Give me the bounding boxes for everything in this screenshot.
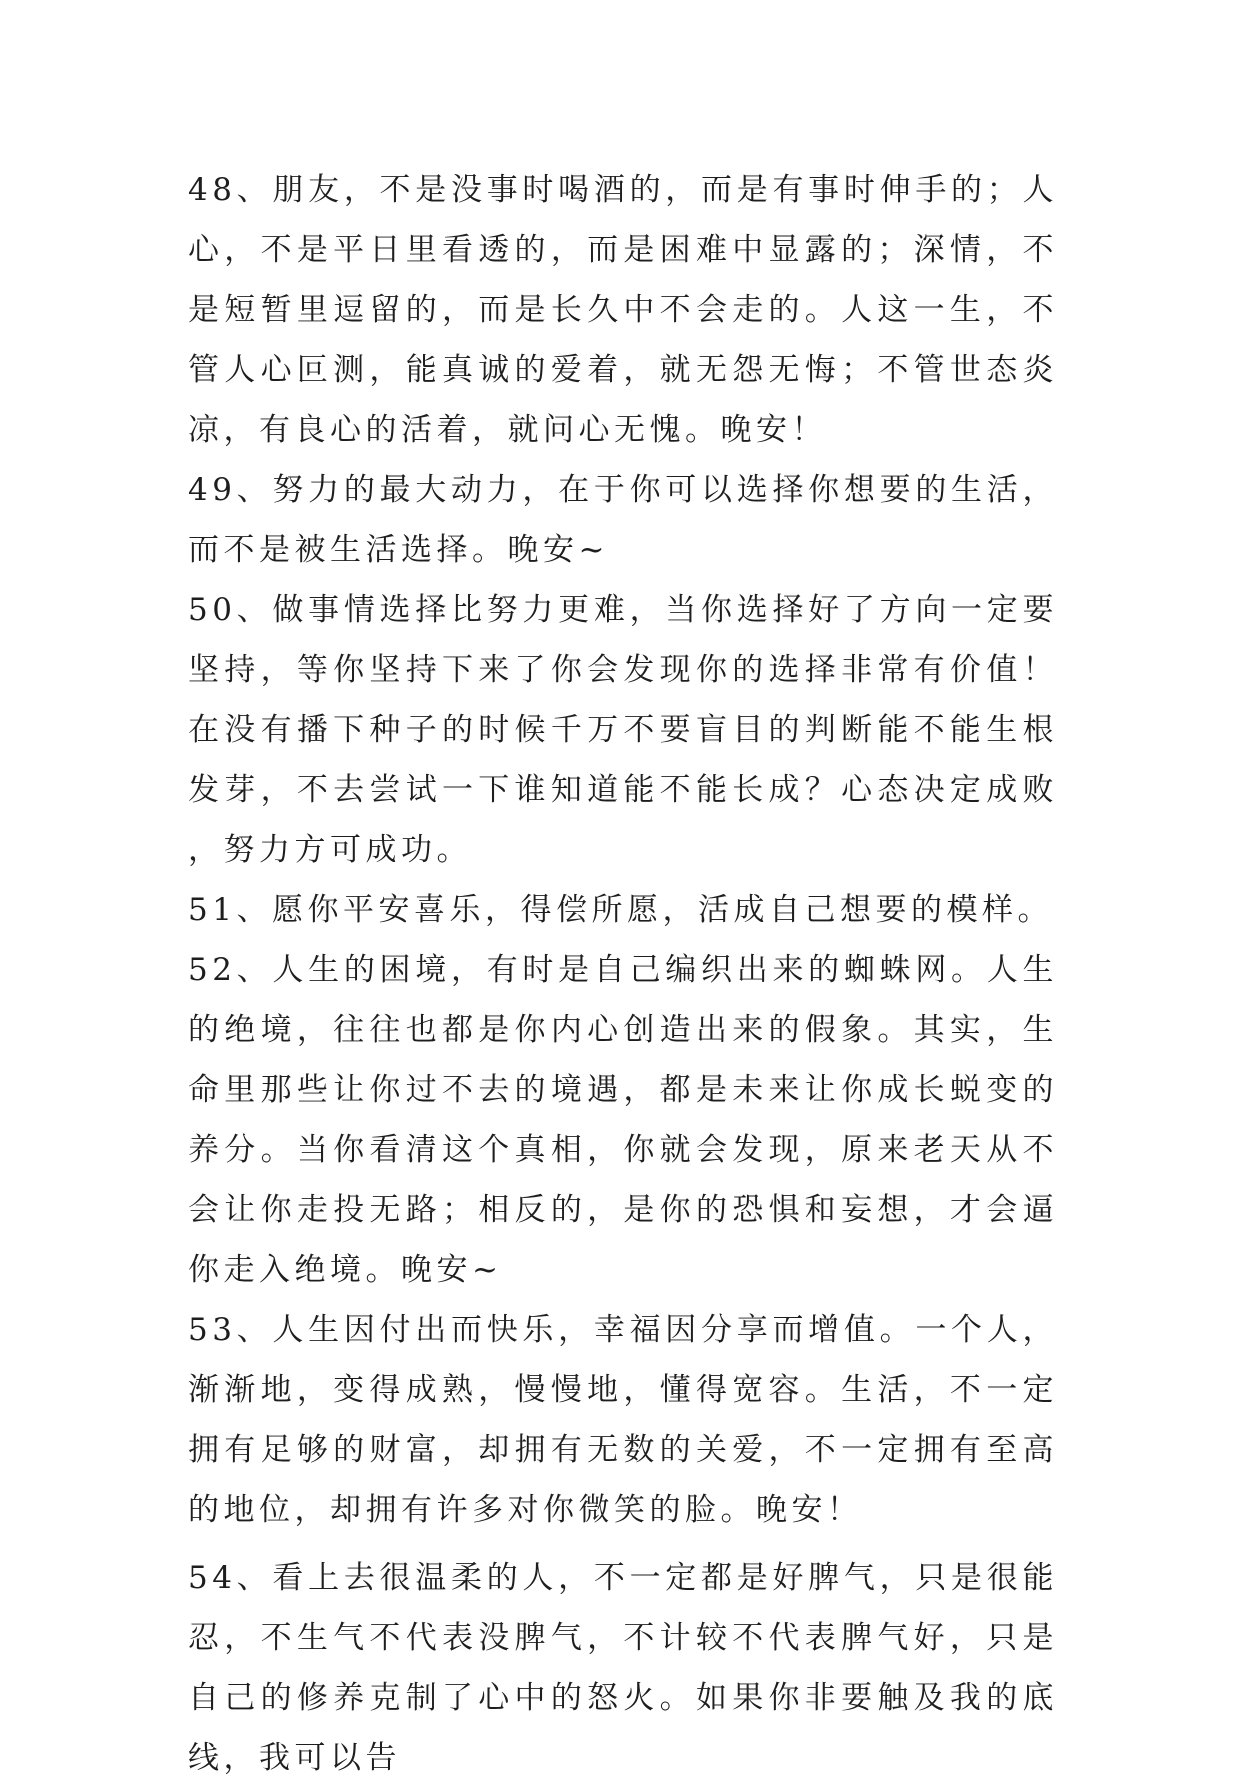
paragraph-50: 50、做事情选择比努力更难，当你选择好了方向一定要坚持，等你坚持下来了你会发现你的选择非常有价值！在没有播下种子的时候千万不要盲目的判断能不能生根发芽，不去尝试一下谁知道能不能长成？心态决定成败，努力方可成功。 <box>188 592 1058 868</box>
paragraph-49: 49、努力的最大动力，在于你可以选择你想要的生活，而不是被生活选择。晚安~ <box>188 472 1058 568</box>
paragraph-54: 54、看上去很温柔的人，不一定都是好脾气，只是很能忍，不生气不代表没脾气，不计较不代表脾气好，只是自己的修养克制了心中的怒火。如果你非要触及我的底线，我可以告 <box>188 1560 1058 1776</box>
paragraph-52: 52、人生的困境，有时是自己编织出来的蜘蛛网。人生的绝境，往往也都是你内心创造出来的假象。其实，生命里那些让你过不去的境遇，都是未来让你成长蜕变的养分。当你看清这个真相，你就会发现，原来老天从不会让你走投无路；相反的，是你的恐惧和妄想，才会逼你走入绝境。晚安~ <box>188 952 1058 1288</box>
paragraph-48: 48、朋友，不是没事时喝酒的，而是有事时伸手的；人心，不是平日里看透的，而是困难中显露的；深情，不是短暂里逗留的，而是长久中不会走的。人这一生，不管人心叵测，能真诚的爱着，就无怨无悔；不管世态炎凉，有良心的活着，就问心无愧。晚安！ <box>188 172 1058 448</box>
document-body <box>188 160 1058 1788</box>
paragraph-53: 53、人生因付出而快乐，幸福因分享而增值。一个人，渐渐地，变得成熟，慢慢地，懂得宽容。生活，不一定拥有足够的财富，却拥有无数的关爱，不一定拥有至高的地位，却拥有许多对你微笑的脸。晚安！ <box>188 1312 1058 1528</box>
paragraph-51: 51、愿你平安喜乐，得偿所愿，活成自己想要的模样。 <box>188 892 1053 928</box>
